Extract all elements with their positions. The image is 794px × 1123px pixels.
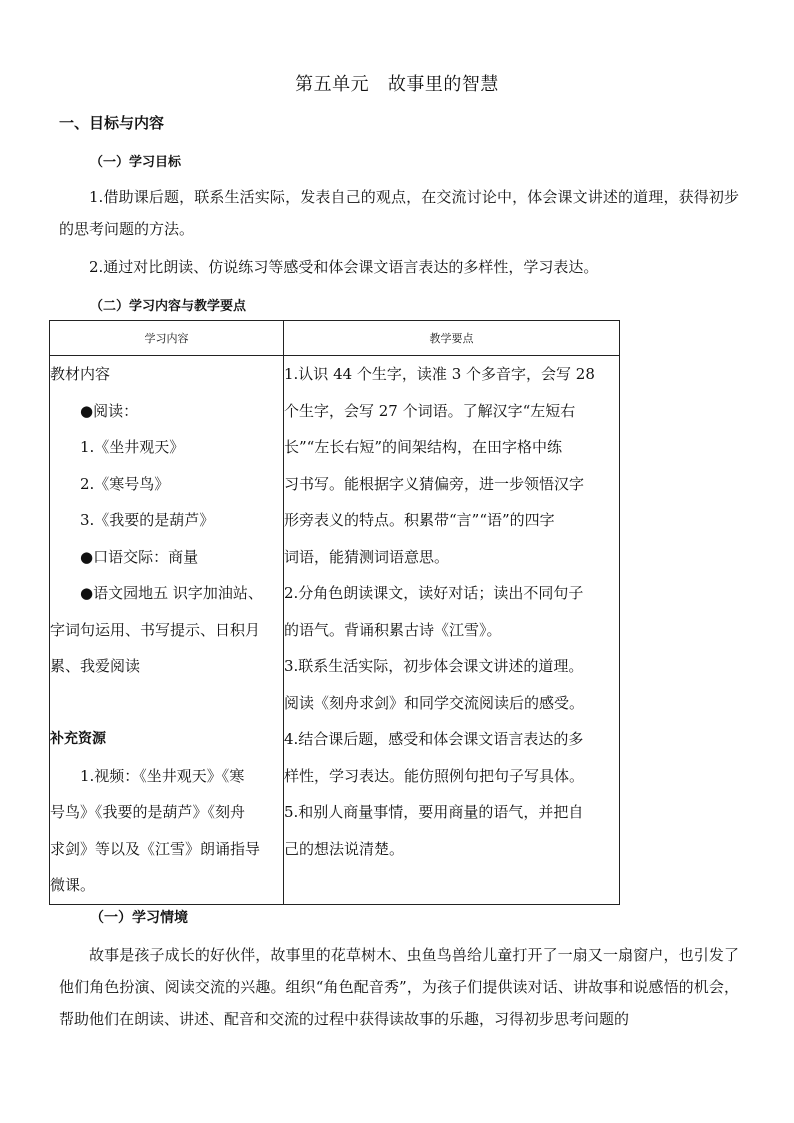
point-line: 1.认识 44 个生字，读准 3 个多音字，会写 28 <box>284 365 595 383</box>
point-line: 个生字，会写 27 个词语。了解汉字“左短右 <box>284 401 576 420</box>
subheading-learning-goals: （一）学习目标 <box>90 155 182 170</box>
point-line: 4.结合课后题，感受和体会课文语言表达的多 <box>284 730 584 748</box>
content-line: 2.《寒号鸟》 <box>80 474 170 493</box>
content-line: ●口语交际：商量 <box>80 547 199 566</box>
content-line: ●语文园地五 识字加油站、 <box>80 584 263 602</box>
supplementary-resources-label: 补充资源 <box>50 731 106 747</box>
header-teaching-points: 教学要点 <box>284 321 620 356</box>
point-line: 的语气。背诵积累古诗《江雪》。 <box>284 620 502 639</box>
point-line: 形旁表义的特点。积累带“言”“语”的四字 <box>284 511 555 529</box>
content-line: 1.《坐井观天》 <box>80 438 185 456</box>
content-line <box>50 685 283 722</box>
situation-paragraph: 故事是孩子成长的好伙伴，故事里的花草树木、虫鱼鸟兽给儿童打开了一扇又一扇窗户，也引发了他们角色扮演、阅读交流的兴趣。组织“角色配音秀”，为孩子们提供读对话、讲故事和说感悟的机会，帮助他们在朗读、讲述、配音和交流的过程中获得读故事的乐趣，习得初步思考问题的 <box>59 946 739 1028</box>
point-line: 习书写。能根据字义猜偏旁，进一步领悟汉字 <box>284 474 585 493</box>
content-line: 3.《我要的是葫芦》 <box>80 511 215 529</box>
teaching-points-cell <box>284 356 620 905</box>
point-line: 长”“左长右短”的间架结构，在田字格中练 <box>284 438 563 456</box>
table-body-row <box>50 356 620 905</box>
section-heading-goals-content: 一、目标与内容 <box>59 114 165 132</box>
learning-content-cell <box>50 356 284 905</box>
page-title: 第五单元 故事里的智慧 <box>295 74 499 95</box>
point-line: 样性，学习表达。能仿照例句把句子写具体。 <box>284 766 585 785</box>
content-line: 1.视频：《坐井观天》《寒 <box>80 766 245 785</box>
table-header-row <box>50 321 620 356</box>
point-line: 己的想法说清楚。 <box>284 839 405 858</box>
point-line: 5.和别人商量事情，要用商量的语气，并把自 <box>284 803 584 821</box>
content-table <box>49 320 620 905</box>
content-line: 微课。 <box>50 876 96 894</box>
subheading-content-and-points: （二）学习内容与教学要点 <box>90 299 247 314</box>
content-line: 累、我爱阅读 <box>50 657 141 675</box>
point-line: 2.分角色朗读课文，读好对话；读出不同句子 <box>284 584 584 602</box>
content-line: 求剑》等以及《江雪》朗诵指导 <box>50 839 261 858</box>
point-line: 3.联系生活实际，初步体会课文讲述的道理。 <box>284 657 584 675</box>
point-line: 词语，能猜测词语意思。 <box>284 547 450 566</box>
content-line: 字词句运用、书写提示、日积月 <box>50 620 261 639</box>
point-line: 阅读《刻舟求剑》和同学交流阅读后的感受。 <box>284 693 585 712</box>
content-line: 号鸟》《我要的是葫芦》《刻舟 <box>50 803 246 821</box>
goal-paragraph-1: 1.借助课后题，联系生活实际，发表自己的观点，在交流讨论中，体会课文讲述的道理，获得初步的思考问题的方法。 <box>59 188 739 238</box>
content-line: ●阅读： <box>80 401 139 420</box>
goal-paragraph-2: 2.通过对比朗读、仿说练习等感受和体会课文语言表达的多样性，学习表达。 <box>89 258 599 276</box>
header-learning-content: 学习内容 <box>50 321 284 356</box>
content-line: 教材内容 <box>50 365 111 383</box>
subheading-learning-situation: （一）学习情境 <box>90 910 188 926</box>
